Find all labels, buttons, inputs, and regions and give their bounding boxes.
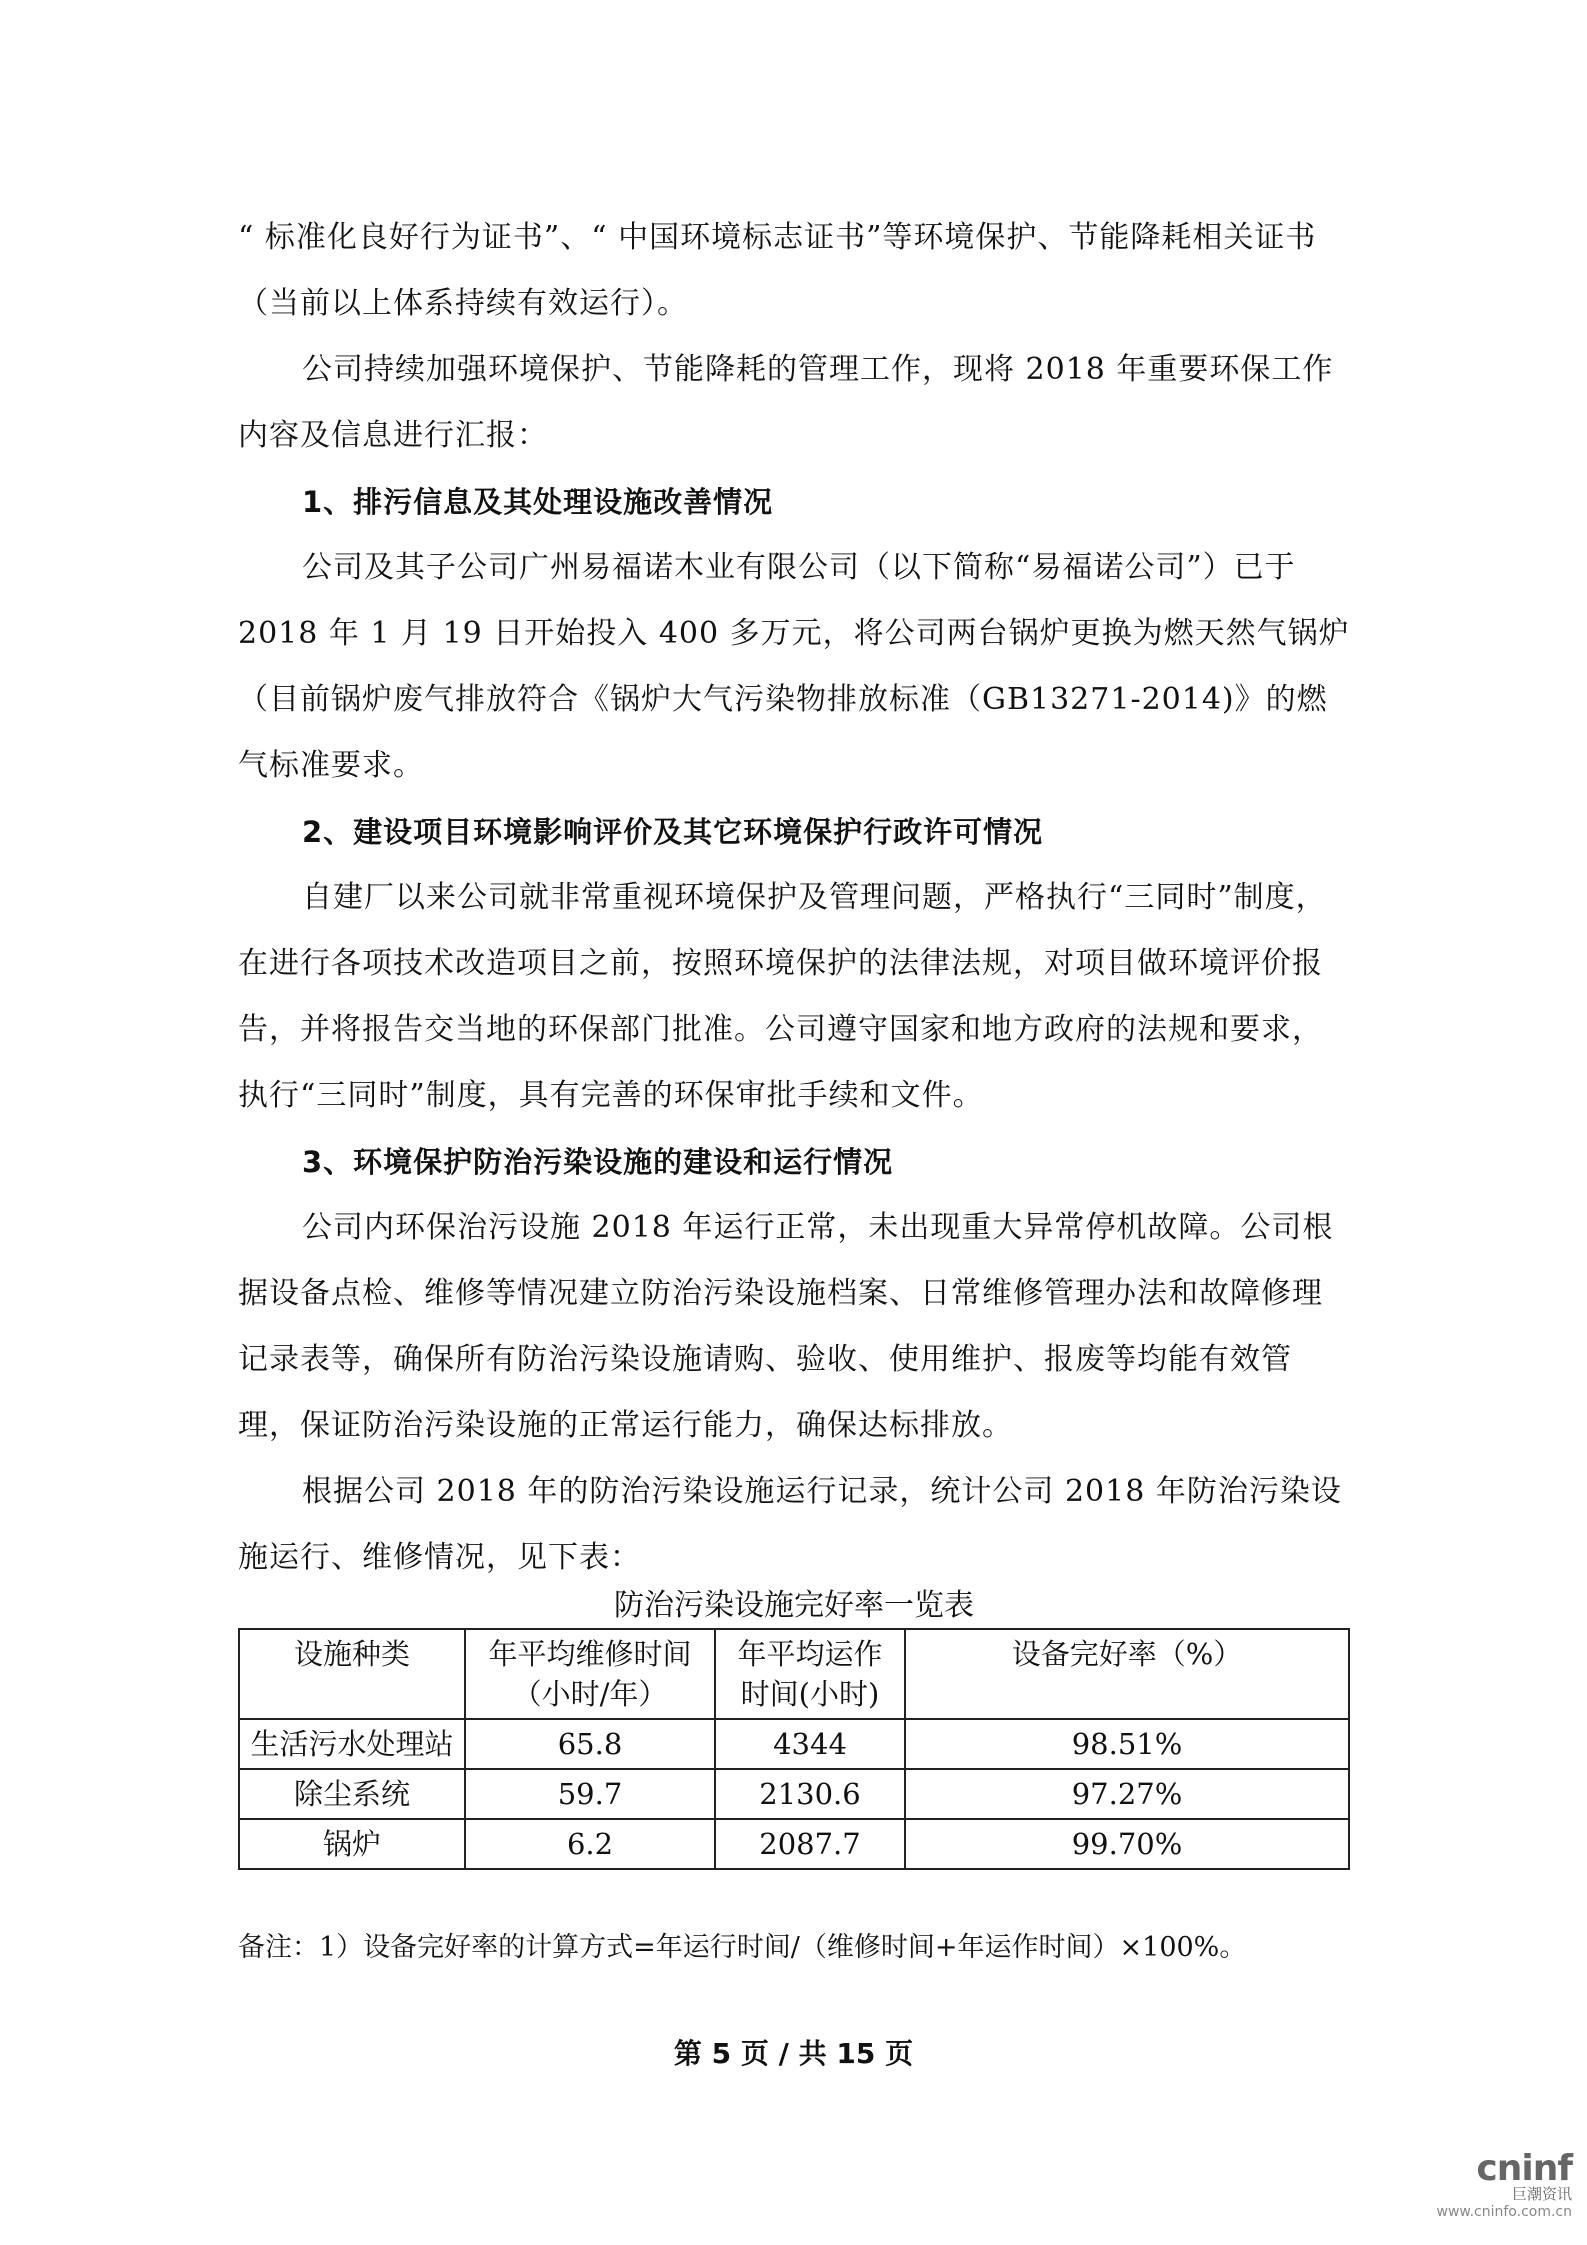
table-cell: 生活污水处理站 — [239, 1719, 465, 1769]
header-maintenance-time: 年平均维修时间（小时/年） — [465, 1629, 715, 1719]
table-cell: 65.8 — [465, 1719, 715, 1769]
logo-wordmark: cninf — [1476, 2148, 1572, 2189]
table-cell: 6.2 — [465, 1819, 715, 1869]
facility-rate-table — [238, 1628, 1350, 1870]
paragraph-boiler: 公司及其子公司广州易福诺木业有限公司（以下简称“易福诺公司”）已于 2018 年 1 月 19 日开始投入 400 多万元，将公司两台锅炉更换为燃天然气锅炉（目前锅炉废气排放符合《锅炉大气污染物排放标准（GB13271-2014)》的燃气标准要求。 — [238, 550, 1350, 783]
section-heading-3: 3、环境保护防治污染设施的建设和运行情况 — [302, 1145, 894, 1179]
table-row — [239, 1819, 1349, 1869]
table-note: 备注：1）设备完好率的计算方式=年运行时间/（维修时间+年运作时间）×100%。 — [238, 1932, 1247, 1963]
paragraph-eia: 自建厂以来公司就非常重视环境保护及管理问题，严格执行“三同时”制度，在进行各项技术改造项目之前，按照环境保护的法律法规，对项目做环境评价报告，并将报告交当地的环保部门批准。公司遵守国家和地方政府的法规和要求，执行“三同时”制度，具有完善的环保审批手续和文件。 — [238, 880, 1327, 1113]
paragraph-statistics: 根据公司 2018 年的防治污染设施运行记录，统计公司 2018 年防治污染设施运行、维修情况，见下表： — [238, 1474, 1342, 1575]
table-row — [239, 1769, 1349, 1819]
cninfo-logo — [1412, 2148, 1572, 2220]
header-operation-time: 年平均运作时间(小时) — [715, 1629, 905, 1719]
paragraph-intro: 公司持续加强环境保护、节能降耗的管理工作，现将 2018 年重要环保工作内容及信息进行汇报： — [238, 352, 1334, 453]
logo-url: www.cninfo.com.cn — [1436, 2204, 1572, 2220]
section-heading-1: 1、排污信息及其处理设施改善情况 — [302, 485, 774, 519]
document-body — [238, 205, 1350, 1591]
table-cell: 2087.7 — [715, 1819, 905, 1869]
header-facility-type: 设施种类 — [239, 1629, 465, 1719]
table-cell: 4344 — [715, 1719, 905, 1769]
table-cell: 2130.6 — [715, 1769, 905, 1819]
table-cell: 99.70% — [905, 1819, 1349, 1869]
table-cell: 除尘系统 — [239, 1769, 465, 1819]
table-cell: 98.51% — [905, 1719, 1349, 1769]
paragraph-certificates: “ 标准化良好行为证书”、“ 中国环境标志证书”等环境保护、节能降耗相关证书（当前以上体系持续有效运行）。 — [238, 220, 1317, 321]
logo-chinese: 巨潮资讯 — [1511, 2185, 1572, 2203]
table-cell: 97.27% — [905, 1769, 1349, 1819]
table-header-row — [239, 1629, 1349, 1719]
table-cell: 锅炉 — [239, 1819, 465, 1869]
table-cell: 59.7 — [465, 1769, 715, 1819]
table-title: 防治污染设施完好率一览表 — [614, 1588, 974, 1623]
page-number: 第 5 页 / 共 15 页 — [673, 2037, 914, 2070]
paragraph-facilities: 公司内环保治污设施 2018 年运行正常，未出现重大异常停机故障。公司根据设备点检、维修等情况建立防治污染设施档案、日常维修管理办法和故障修理记录表等，确保所有防治污染设施请购、验收、使用维护、报废等均能有效管理，保证防治污染设施的正常运行能力，确保达标排放。 — [238, 1210, 1334, 1443]
header-integrity-rate: 设备完好率（%） — [905, 1629, 1349, 1719]
section-heading-2: 2、建设项目环境影响评价及其它环境保护行政许可情况 — [302, 815, 1044, 849]
table-row — [239, 1719, 1349, 1769]
